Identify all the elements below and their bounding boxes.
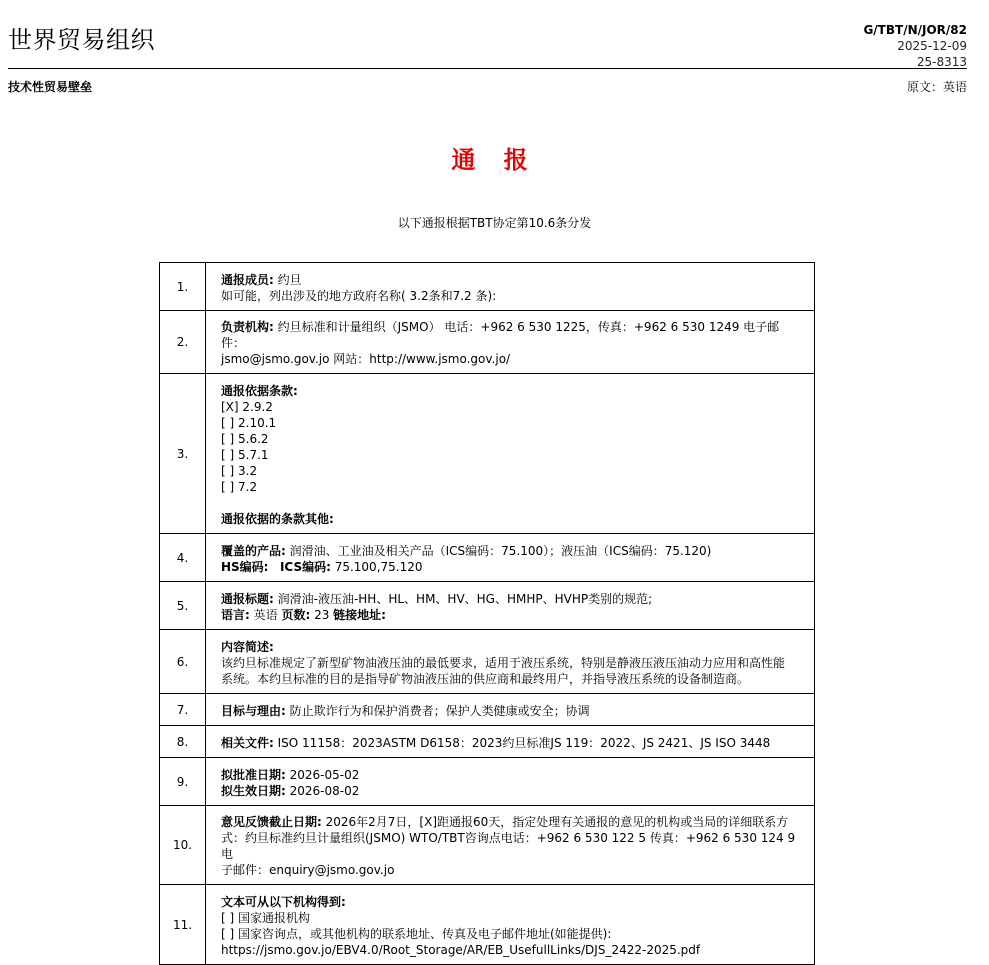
ics-value: 75.100,75.120 — [330, 559, 423, 574]
row-content — [206, 311, 815, 374]
language-label: 语言: — [221, 607, 250, 622]
row-number: 3. — [160, 374, 206, 534]
link-label: 链接地址: — [333, 607, 386, 622]
field-label: 负责机构: — [221, 320, 274, 334]
document-symbol: G/TBT/N/JOR/82 — [863, 23, 967, 37]
field-label: 内容简述: — [221, 639, 274, 654]
field-value: 防止欺诈行为和保护消费者；保护人类健康或安全；协调 — [285, 703, 590, 718]
field-value: 约旦 — [273, 272, 302, 287]
committee-name: 技术性贸易壁垒 — [8, 80, 93, 94]
row-number: 7. — [160, 694, 206, 726]
document-date: 2025-12-09 — [897, 39, 967, 53]
row-relevant-documents — [160, 726, 815, 758]
article-option: [X] 2.9.2 — [221, 399, 273, 414]
notice-heading: 通 报 — [451, 146, 538, 174]
field-note: 如可能，列出涉及的地方政府名称( 3.2条和7.2 条): — [221, 288, 497, 303]
notice-subtitle: 以下通报根据TBT协定第10.6条分发 — [397, 216, 592, 230]
notification-table — [159, 262, 815, 965]
row-content — [206, 694, 815, 726]
field-label: 通报成员: — [221, 272, 274, 287]
row-number: 10. — [160, 806, 206, 885]
article-option: [ ] 2.10.1 — [221, 415, 277, 430]
row-content — [206, 534, 815, 582]
field-value: 润滑油、工业油及相关产品（ICS编码：75.100）；液压油（ICS编码：75.120) — [285, 543, 712, 558]
adoption-date-value: 2026-05-02 — [285, 767, 360, 782]
row-number: 1. — [160, 263, 206, 311]
pages-label: 页数: — [281, 607, 311, 622]
document-meta — [863, 22, 967, 70]
header-divider — [8, 68, 967, 69]
entry-into-force-value: 2026-08-02 — [285, 783, 360, 798]
row-notified-under — [160, 374, 815, 534]
row-content — [206, 758, 815, 806]
row-content — [206, 806, 815, 885]
field-value-cont: jsmo@jsmo.gov.jo 网站：http://www.jsmo.gov.jo/ — [221, 352, 511, 366]
language-value: 英语 — [249, 607, 282, 622]
field-label: 相关文件: — [221, 735, 274, 750]
field-value-cont: 系统。本约旦标准的目的是指导矿物油液压油的供应商和最终用户，并指导液压系统的设备制造商。 — [221, 671, 750, 686]
article-option: [ ] 5.6.2 — [221, 431, 269, 446]
field-value: 2026年2月7日，[X]距通报60天，指定处理有关通报的意见的机构或当局的详细联系方 — [321, 815, 789, 829]
row-content — [206, 726, 815, 758]
row-number: 5. — [160, 582, 206, 630]
document-number: 25-8313 — [916, 55, 967, 69]
row-dates — [160, 758, 815, 806]
field-label: 目标与理由: — [221, 703, 286, 718]
row-number: 4. — [160, 534, 206, 582]
article-option: [ ] 7.2 — [221, 479, 258, 494]
field-value: 该约旦标准规定了新型矿物油液压油的最低要求，适用于液压系统，特别是静液压液压油动力应用和高性能 — [221, 655, 786, 670]
field-label: 覆盖的产品: — [221, 543, 286, 558]
row-notifying-member — [160, 263, 815, 311]
pages-value: 23 — [310, 607, 334, 622]
hs-label: HS编码: — [221, 559, 269, 574]
ics-label: ICS编码: — [279, 559, 331, 574]
row-objective — [160, 694, 815, 726]
field-value-cont: 子邮件：enquiry@jsmo.gov.jo — [221, 863, 395, 877]
article-option: [ ] 3.2 — [221, 463, 258, 478]
row-responsible-agency — [160, 311, 815, 374]
org-title: 世界贸易组织 — [8, 26, 155, 54]
row-number: 11. — [160, 885, 206, 965]
row-content — [206, 582, 815, 630]
row-content — [206, 630, 815, 694]
availability-option: [ ] 国家咨询点，或其他机构的联系地址、传真及电子邮件地址(如能提供): — [221, 926, 612, 941]
row-products-covered — [160, 534, 815, 582]
original-language: 原文：英语 — [906, 80, 967, 94]
field-label: 通报标题: — [221, 591, 274, 606]
field-value: ISO 11158：2023ASTM D6158：2023约旦标准JS 119：2022、JS 2421、JS ISO 3448 — [273, 735, 771, 750]
row-title — [160, 582, 815, 630]
field-label: 通报依据条款: — [221, 383, 298, 398]
availability-option: [ ] 国家通报机构 — [221, 910, 310, 925]
field-label: 文本可从以下机构得到: — [221, 894, 346, 909]
row-texts-available — [160, 885, 815, 965]
article-option: [ ] 5.7.1 — [221, 447, 269, 462]
row-number: 8. — [160, 726, 206, 758]
document-url: https://jsmo.gov.jo/EBV4.0/Root_Storage/AR/EB_UsefullLinks/DJS_2422-2025.pdf — [221, 942, 701, 957]
row-description — [160, 630, 815, 694]
row-number: 2. — [160, 311, 206, 374]
field-value: 润滑油-液压油-HH、HL、HM、HV、HG、HMHP、HVHP类别的规范; — [273, 591, 653, 606]
entry-into-force-label: 拟生效日期: — [221, 783, 286, 798]
row-content — [206, 374, 815, 534]
row-content — [206, 263, 815, 311]
row-content — [206, 885, 815, 965]
field-value-cont: 式：约旦标准约旦计量组织(JSMO) WTO/TBT咨询点电话：+962 6 530 122 5 传真：+962 6 530 124 9 电 — [221, 831, 796, 861]
field-label-other: 通报依据的条款其他: — [221, 511, 334, 526]
adoption-date-label: 拟批准日期: — [221, 767, 286, 782]
field-label: 意见反馈截止日期: — [221, 815, 322, 829]
field-value: 约旦标准和计量组织（JSMO） 电话：+962 6 530 1225，传真：+962 6 530 1249 电子邮件： — [221, 320, 780, 350]
row-number: 6. — [160, 630, 206, 694]
row-final-date-comments — [160, 806, 815, 885]
row-number: 9. — [160, 758, 206, 806]
